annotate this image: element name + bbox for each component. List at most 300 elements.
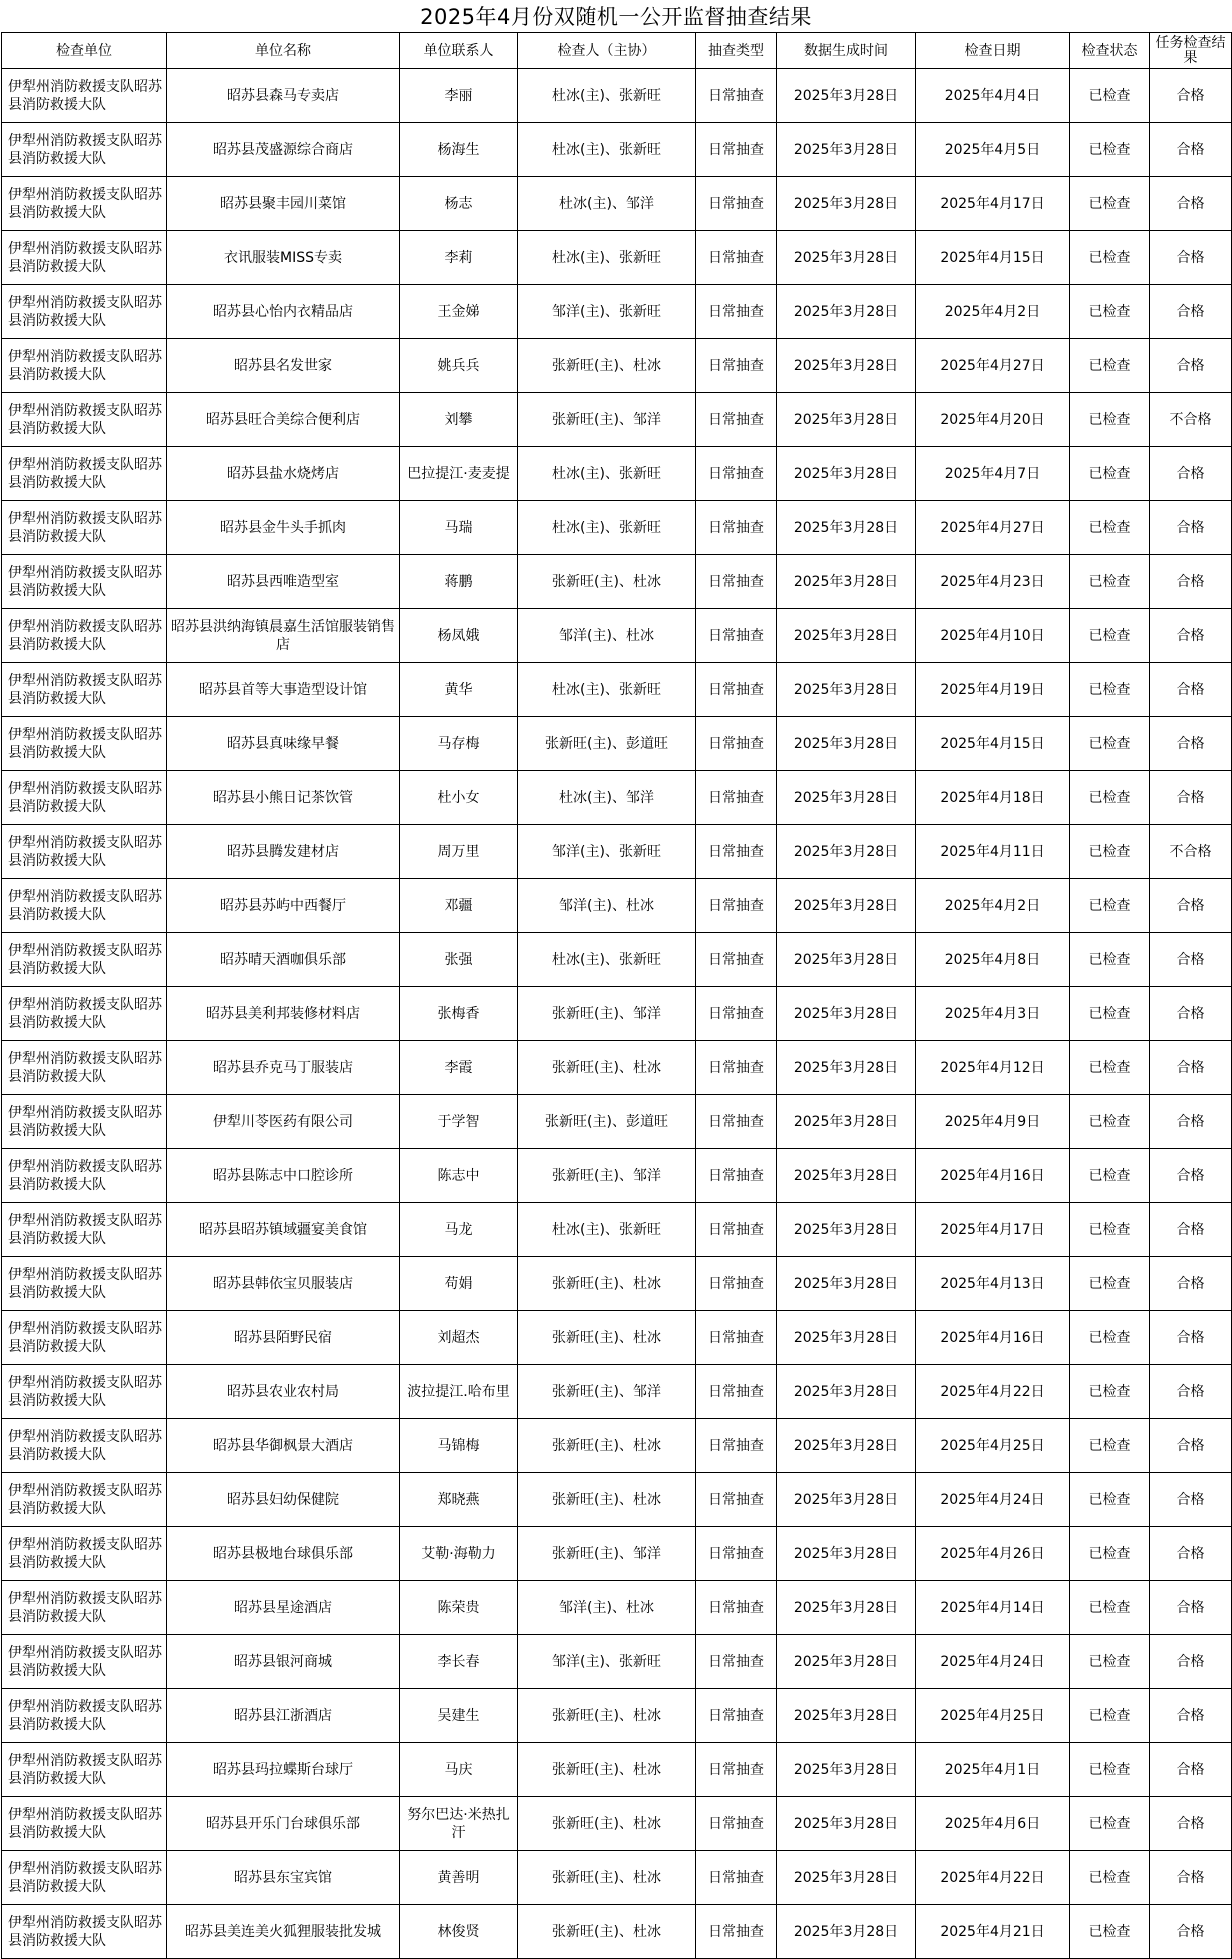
unit-contact-cell: 李霞: [400, 1041, 518, 1095]
inspection-status-cell: 已检查: [1070, 1311, 1150, 1365]
unit-contact-cell: 苟娟: [400, 1257, 518, 1311]
inspection-status-cell: 已检查: [1070, 1689, 1150, 1743]
inspection-type-cell: 日常抽查: [696, 285, 777, 339]
task-result-cell: 合格: [1150, 1635, 1232, 1689]
data-generated-cell: 2025年3月28日: [777, 1365, 916, 1419]
data-generated-cell: 2025年3月28日: [777, 393, 916, 447]
inspection-unit-cell: 伊犁州消防救援支队昭苏县消防救援大队: [2, 609, 167, 663]
inspection-date-cell: 2025年4月6日: [916, 1797, 1070, 1851]
unit-name-cell: 昭苏县美连美火狐狸服装批发城: [167, 1905, 400, 1959]
inspection-unit-cell: 伊犁州消防救援支队昭苏县消防救援大队: [2, 1365, 167, 1419]
inspection-type-cell: 日常抽查: [696, 1149, 777, 1203]
inspector-cell: 张新旺(主)、邹洋: [518, 393, 696, 447]
inspection-date-cell: 2025年4月13日: [916, 1257, 1070, 1311]
task-result-cell: 合格: [1150, 1743, 1232, 1797]
inspection-type-cell: 日常抽查: [696, 123, 777, 177]
inspection-type-cell: 日常抽查: [696, 1581, 777, 1635]
inspection-type-cell: 日常抽查: [696, 609, 777, 663]
data-generated-cell: 2025年3月28日: [777, 1905, 916, 1959]
data-generated-cell: 2025年3月28日: [777, 1041, 916, 1095]
table-row: [2, 879, 1232, 933]
unit-name-cell: 昭苏县金牛头手抓肉: [167, 501, 400, 555]
task-result-cell: 合格: [1150, 771, 1232, 825]
table-row: [2, 1311, 1232, 1365]
task-result-cell: 合格: [1150, 1527, 1232, 1581]
inspection-date-cell: 2025年4月24日: [916, 1635, 1070, 1689]
inspection-date-cell: 2025年4月19日: [916, 663, 1070, 717]
inspection-status-cell: 已检查: [1070, 1851, 1150, 1905]
inspection-date-cell: 2025年4月1日: [916, 1743, 1070, 1797]
unit-contact-cell: 于学智: [400, 1095, 518, 1149]
data-generated-cell: 2025年3月28日: [777, 1095, 916, 1149]
inspection-unit-cell: 伊犁州消防救援支队昭苏县消防救援大队: [2, 1797, 167, 1851]
task-result-cell: 合格: [1150, 177, 1232, 231]
inspection-date-cell: 2025年4月18日: [916, 771, 1070, 825]
unit-name-cell: 昭苏县妇幼保健院: [167, 1473, 400, 1527]
table-row: [2, 609, 1232, 663]
table-row: [2, 69, 1232, 123]
inspection-type-cell: 日常抽查: [696, 717, 777, 771]
task-result-cell: 合格: [1150, 555, 1232, 609]
document-title: 2025年4月份双随机一公开监督抽查结果: [420, 5, 812, 29]
inspection-unit-cell: 伊犁州消防救援支队昭苏县消防救援大队: [2, 1689, 167, 1743]
unit-name-cell: 昭苏县昭苏镇域疆宴美食馆: [167, 1203, 400, 1257]
unit-name-cell: 昭苏县首等大事造型设计馆: [167, 663, 400, 717]
inspection-date-cell: 2025年4月27日: [916, 501, 1070, 555]
inspector-cell: 张新旺(主)、邹洋: [518, 1365, 696, 1419]
inspection-status-cell: 已检查: [1070, 339, 1150, 393]
unit-name-cell: 昭苏县乔克马丁服装店: [167, 1041, 400, 1095]
table-row: [2, 1851, 1232, 1905]
data-generated-cell: 2025年3月28日: [777, 555, 916, 609]
task-result-cell: 合格: [1150, 339, 1232, 393]
unit-name-cell: 昭苏县森马专卖店: [167, 69, 400, 123]
unit-name-cell: 昭苏县星途酒店: [167, 1581, 400, 1635]
data-generated-cell: 2025年3月28日: [777, 1311, 916, 1365]
unit-contact-cell: 刘攀: [400, 393, 518, 447]
inspection-status-cell: 已检查: [1070, 555, 1150, 609]
task-result-cell: 合格: [1150, 447, 1232, 501]
unit-name-cell: 昭苏县农业农村局: [167, 1365, 400, 1419]
data-generated-cell: 2025年3月28日: [777, 609, 916, 663]
inspection-status-cell: 已检查: [1070, 1365, 1150, 1419]
inspector-cell: 杜冰(主)、张新旺: [518, 501, 696, 555]
unit-contact-cell: 张梅香: [400, 987, 518, 1041]
inspection-unit-cell: 伊犁州消防救援支队昭苏县消防救援大队: [2, 1743, 167, 1797]
inspection-date-cell: 2025年4月10日: [916, 609, 1070, 663]
unit-contact-cell: 马瑞: [400, 501, 518, 555]
unit-contact-cell: 刘超杰: [400, 1311, 518, 1365]
inspector-cell: 张新旺(主)、邹洋: [518, 1527, 696, 1581]
unit-name-cell: 衣讯服装MISS专卖: [167, 231, 400, 285]
inspector-cell: 邹洋(主)、杜冰: [518, 1581, 696, 1635]
inspection-status-cell: 已检查: [1070, 1473, 1150, 1527]
inspector-cell: 杜冰(主)、张新旺: [518, 1203, 696, 1257]
inspector-cell: 张新旺(主)、邹洋: [518, 1149, 696, 1203]
inspection-status-cell: 已检查: [1070, 177, 1150, 231]
unit-contact-cell: 马庆: [400, 1743, 518, 1797]
inspection-unit-cell: 伊犁州消防救援支队昭苏县消防救援大队: [2, 1473, 167, 1527]
unit-name-cell: 昭苏县韩依宝贝服装店: [167, 1257, 400, 1311]
data-generated-cell: 2025年3月28日: [777, 879, 916, 933]
inspection-unit-cell: 伊犁州消防救援支队昭苏县消防救援大队: [2, 933, 167, 987]
inspection-status-cell: 已检查: [1070, 285, 1150, 339]
inspection-type-cell: 日常抽查: [696, 1743, 777, 1797]
task-result-cell: 合格: [1150, 285, 1232, 339]
inspection-type-cell: 日常抽查: [696, 1095, 777, 1149]
task-result-cell: 合格: [1150, 1041, 1232, 1095]
table-row: [2, 663, 1232, 717]
task-result-cell: 合格: [1150, 123, 1232, 177]
inspection-date-cell: 2025年4月9日: [916, 1095, 1070, 1149]
unit-contact-cell: 吴建生: [400, 1689, 518, 1743]
inspection-date-cell: 2025年4月16日: [916, 1149, 1070, 1203]
inspection-unit-cell: 伊犁州消防救援支队昭苏县消防救援大队: [2, 771, 167, 825]
unit-name-cell: 昭苏县盐水烧烤店: [167, 447, 400, 501]
inspection-date-cell: 2025年4月22日: [916, 1851, 1070, 1905]
inspector-cell: 张新旺(主)、杜冰: [518, 1797, 696, 1851]
inspector-cell: 张新旺(主)、杜冰: [518, 1743, 696, 1797]
table-row: [2, 1257, 1232, 1311]
unit-name-cell: 昭苏县名发世家: [167, 339, 400, 393]
unit-contact-cell: 黄善明: [400, 1851, 518, 1905]
inspection-type-cell: 日常抽查: [696, 1905, 777, 1959]
data-generated-cell: 2025年3月28日: [777, 1743, 916, 1797]
inspection-type-cell: 日常抽查: [696, 501, 777, 555]
table-row: [2, 1527, 1232, 1581]
inspection-unit-cell: 伊犁州消防救援支队昭苏县消防救援大队: [2, 1041, 167, 1095]
table-row: [2, 1905, 1232, 1959]
unit-contact-cell: 巴拉提江·麦麦提: [400, 447, 518, 501]
unit-contact-cell: 马存梅: [400, 717, 518, 771]
data-generated-cell: 2025年3月28日: [777, 339, 916, 393]
task-result-cell: 不合格: [1150, 393, 1232, 447]
inspection-date-cell: 2025年4月21日: [916, 1905, 1070, 1959]
inspection-date-cell: 2025年4月15日: [916, 717, 1070, 771]
inspector-cell: 杜冰(主)、张新旺: [518, 663, 696, 717]
header-inspection-date: 检查日期: [916, 33, 1070, 69]
unit-contact-cell: 艾勒·海勒力: [400, 1527, 518, 1581]
inspection-status-cell: 已检查: [1070, 771, 1150, 825]
data-generated-cell: 2025年3月28日: [777, 825, 916, 879]
task-result-cell: 合格: [1150, 609, 1232, 663]
unit-contact-cell: 周万里: [400, 825, 518, 879]
task-result-cell: 合格: [1150, 1851, 1232, 1905]
inspector-cell: 张新旺(主)、彭道旺: [518, 1095, 696, 1149]
table-row: [2, 339, 1232, 393]
data-generated-cell: 2025年3月28日: [777, 123, 916, 177]
header-inspection-type: 抽查类型: [696, 33, 777, 69]
inspector-cell: 邹洋(主)、杜冰: [518, 879, 696, 933]
inspection-unit-cell: 伊犁州消防救援支队昭苏县消防救援大队: [2, 231, 167, 285]
task-result-cell: 合格: [1150, 1257, 1232, 1311]
inspection-status-cell: 已检查: [1070, 1797, 1150, 1851]
unit-name-cell: 昭苏县真味缘早餐: [167, 717, 400, 771]
inspection-status-cell: 已检查: [1070, 1203, 1150, 1257]
inspector-cell: 张新旺(主)、杜冰: [518, 555, 696, 609]
task-result-cell: 不合格: [1150, 825, 1232, 879]
inspection-date-cell: 2025年4月22日: [916, 1365, 1070, 1419]
data-generated-cell: 2025年3月28日: [777, 177, 916, 231]
unit-name-cell: 昭苏县心怡内衣精品店: [167, 285, 400, 339]
unit-contact-cell: 张强: [400, 933, 518, 987]
unit-contact-cell: 马锦梅: [400, 1419, 518, 1473]
unit-name-cell: 昭苏县西唯造型室: [167, 555, 400, 609]
header-inspector: 检查人（主协）: [518, 33, 696, 69]
data-generated-cell: 2025年3月28日: [777, 1689, 916, 1743]
inspection-unit-cell: 伊犁州消防救援支队昭苏县消防救援大队: [2, 1527, 167, 1581]
inspection-unit-cell: 伊犁州消防救援支队昭苏县消防救援大队: [2, 717, 167, 771]
table-row: [2, 1095, 1232, 1149]
table-row: [2, 1149, 1232, 1203]
table-row: [2, 501, 1232, 555]
inspection-status-cell: 已检查: [1070, 825, 1150, 879]
inspection-status-cell: 已检查: [1070, 393, 1150, 447]
task-result-cell: 合格: [1150, 69, 1232, 123]
inspection-unit-cell: 伊犁州消防救援支队昭苏县消防救援大队: [2, 987, 167, 1041]
table-row: [2, 1635, 1232, 1689]
data-generated-cell: 2025年3月28日: [777, 1527, 916, 1581]
unit-name-cell: 昭苏县东宝宾馆: [167, 1851, 400, 1905]
header-task-result: 任务检查结果: [1150, 33, 1232, 69]
inspection-type-cell: 日常抽查: [696, 177, 777, 231]
task-result-cell: 合格: [1150, 1905, 1232, 1959]
inspection-date-cell: 2025年4月15日: [916, 231, 1070, 285]
unit-contact-cell: 杜小女: [400, 771, 518, 825]
inspection-status-cell: 已检查: [1070, 1905, 1150, 1959]
inspection-type-cell: 日常抽查: [696, 1527, 777, 1581]
inspection-type-cell: 日常抽查: [696, 1041, 777, 1095]
inspection-status-cell: 已检查: [1070, 1527, 1150, 1581]
unit-contact-cell: 李长春: [400, 1635, 518, 1689]
inspection-status-cell: 已检查: [1070, 231, 1150, 285]
inspection-status-cell: 已检查: [1070, 609, 1150, 663]
data-generated-cell: 2025年3月28日: [777, 1257, 916, 1311]
inspection-unit-cell: 伊犁州消防救援支队昭苏县消防救援大队: [2, 1203, 167, 1257]
task-result-cell: 合格: [1150, 231, 1232, 285]
unit-contact-cell: 王金娣: [400, 285, 518, 339]
unit-contact-cell: 波拉提江.哈布里: [400, 1365, 518, 1419]
unit-contact-cell: 陈志中: [400, 1149, 518, 1203]
data-generated-cell: 2025年3月28日: [777, 285, 916, 339]
inspection-date-cell: 2025年4月8日: [916, 933, 1070, 987]
inspection-status-cell: 已检查: [1070, 717, 1150, 771]
unit-name-cell: 昭苏县旺合美综合便利店: [167, 393, 400, 447]
header-inspection-status: 检查状态: [1070, 33, 1150, 69]
inspection-unit-cell: 伊犁州消防救援支队昭苏县消防救援大队: [2, 1149, 167, 1203]
task-result-cell: 合格: [1150, 1419, 1232, 1473]
inspection-type-cell: 日常抽查: [696, 771, 777, 825]
inspection-unit-cell: 伊犁州消防救援支队昭苏县消防救援大队: [2, 1419, 167, 1473]
inspection-status-cell: 已检查: [1070, 1635, 1150, 1689]
inspection-date-cell: 2025年4月25日: [916, 1689, 1070, 1743]
inspection-date-cell: 2025年4月2日: [916, 285, 1070, 339]
inspection-type-cell: 日常抽查: [696, 555, 777, 609]
inspection-status-cell: 已检查: [1070, 987, 1150, 1041]
data-generated-cell: 2025年3月28日: [777, 1203, 916, 1257]
unit-contact-cell: 陈荣贵: [400, 1581, 518, 1635]
data-generated-cell: 2025年3月28日: [777, 987, 916, 1041]
unit-name-cell: 昭苏县美利邦装修材料店: [167, 987, 400, 1041]
inspection-unit-cell: 伊犁州消防救援支队昭苏县消防救援大队: [2, 1311, 167, 1365]
table-row: [2, 825, 1232, 879]
inspection-type-cell: 日常抽查: [696, 825, 777, 879]
inspector-cell: 张新旺(主)、邹洋: [518, 987, 696, 1041]
unit-name-cell: 昭苏县茂盛源综合商店: [167, 123, 400, 177]
inspection-unit-cell: 伊犁州消防救援支队昭苏县消防救援大队: [2, 69, 167, 123]
table-row: [2, 177, 1232, 231]
inspector-cell: 邹洋(主)、杜冰: [518, 609, 696, 663]
table-row: [2, 717, 1232, 771]
table-row: [2, 447, 1232, 501]
inspection-unit-cell: 伊犁州消防救援支队昭苏县消防救援大队: [2, 1581, 167, 1635]
inspection-unit-cell: 伊犁州消防救援支队昭苏县消防救援大队: [2, 447, 167, 501]
inspection-status-cell: 已检查: [1070, 123, 1150, 177]
inspection-date-cell: 2025年4月2日: [916, 879, 1070, 933]
inspection-unit-cell: 伊犁州消防救援支队昭苏县消防救援大队: [2, 1095, 167, 1149]
unit-contact-cell: 林俊贤: [400, 1905, 518, 1959]
unit-contact-cell: 李莉: [400, 231, 518, 285]
table-row: [2, 1365, 1232, 1419]
unit-contact-cell: 杨志: [400, 177, 518, 231]
inspection-unit-cell: 伊犁州消防救援支队昭苏县消防救援大队: [2, 285, 167, 339]
inspection-date-cell: 2025年4月20日: [916, 393, 1070, 447]
task-result-cell: 合格: [1150, 1581, 1232, 1635]
data-generated-cell: 2025年3月28日: [777, 1473, 916, 1527]
unit-name-cell: 昭苏县腾发建材店: [167, 825, 400, 879]
inspection-type-cell: 日常抽查: [696, 69, 777, 123]
inspection-status-cell: 已检查: [1070, 1257, 1150, 1311]
header-data-generated: 数据生成时间: [777, 33, 916, 69]
inspection-unit-cell: 伊犁州消防救援支队昭苏县消防救援大队: [2, 123, 167, 177]
inspection-status-cell: 已检查: [1070, 1419, 1150, 1473]
inspection-unit-cell: 伊犁州消防救援支队昭苏县消防救援大队: [2, 879, 167, 933]
task-result-cell: 合格: [1150, 717, 1232, 771]
task-result-cell: 合格: [1150, 1095, 1232, 1149]
inspection-type-cell: 日常抽查: [696, 1851, 777, 1905]
inspection-status-cell: 已检查: [1070, 69, 1150, 123]
inspection-type-cell: 日常抽查: [696, 1797, 777, 1851]
task-result-cell: 合格: [1150, 1149, 1232, 1203]
unit-name-cell: 昭苏县聚丰园川菜馆: [167, 177, 400, 231]
data-generated-cell: 2025年3月28日: [777, 1851, 916, 1905]
inspection-date-cell: 2025年4月3日: [916, 987, 1070, 1041]
inspection-type-cell: 日常抽查: [696, 231, 777, 285]
inspection-unit-cell: 伊犁州消防救援支队昭苏县消防救援大队: [2, 1851, 167, 1905]
data-generated-cell: 2025年3月28日: [777, 771, 916, 825]
inspection-type-cell: 日常抽查: [696, 1473, 777, 1527]
inspection-type-cell: 日常抽查: [696, 987, 777, 1041]
inspection-status-cell: 已检查: [1070, 501, 1150, 555]
data-generated-cell: 2025年3月28日: [777, 447, 916, 501]
data-generated-cell: 2025年3月28日: [777, 231, 916, 285]
unit-contact-cell: 郑晓燕: [400, 1473, 518, 1527]
inspector-cell: 杜冰(主)、张新旺: [518, 69, 696, 123]
task-result-cell: 合格: [1150, 1689, 1232, 1743]
inspector-cell: 邹洋(主)、张新旺: [518, 825, 696, 879]
unit-contact-cell: 杨凤娥: [400, 609, 518, 663]
inspection-status-cell: 已检查: [1070, 1743, 1150, 1797]
inspection-status-cell: 已检查: [1070, 1041, 1150, 1095]
inspection-type-cell: 日常抽查: [696, 1311, 777, 1365]
data-generated-cell: 2025年3月28日: [777, 1797, 916, 1851]
inspector-cell: 张新旺(主)、杜冰: [518, 1257, 696, 1311]
inspection-status-cell: 已检查: [1070, 933, 1150, 987]
inspector-cell: 张新旺(主)、杜冰: [518, 339, 696, 393]
inspection-date-cell: 2025年4月12日: [916, 1041, 1070, 1095]
inspection-date-cell: 2025年4月17日: [916, 1203, 1070, 1257]
unit-name-cell: 昭苏县洪纳海镇晨嘉生活馆服装销售店: [167, 609, 400, 663]
unit-contact-cell: 李丽: [400, 69, 518, 123]
inspector-cell: 杜冰(主)、张新旺: [518, 123, 696, 177]
inspection-date-cell: 2025年4月24日: [916, 1473, 1070, 1527]
inspector-cell: 杜冰(主)、张新旺: [518, 231, 696, 285]
inspector-cell: 邹洋(主)、张新旺: [518, 285, 696, 339]
inspection-date-cell: 2025年4月7日: [916, 447, 1070, 501]
task-result-cell: 合格: [1150, 879, 1232, 933]
task-result-cell: 合格: [1150, 501, 1232, 555]
unit-name-cell: 昭苏县陌野民宿: [167, 1311, 400, 1365]
inspection-results-table: [1, 32, 1232, 1959]
task-result-cell: 合格: [1150, 933, 1232, 987]
table-row: [2, 1203, 1232, 1257]
inspection-type-cell: 日常抽查: [696, 1203, 777, 1257]
inspection-status-cell: 已检查: [1070, 1581, 1150, 1635]
data-generated-cell: 2025年3月28日: [777, 1149, 916, 1203]
inspection-unit-cell: 伊犁州消防救援支队昭苏县消防救援大队: [2, 1635, 167, 1689]
data-generated-cell: 2025年3月28日: [777, 1419, 916, 1473]
inspection-date-cell: 2025年4月16日: [916, 1311, 1070, 1365]
inspection-date-cell: 2025年4月27日: [916, 339, 1070, 393]
inspector-cell: 杜冰(主)、张新旺: [518, 933, 696, 987]
table-row: [2, 393, 1232, 447]
inspection-type-cell: 日常抽查: [696, 879, 777, 933]
data-generated-cell: 2025年3月28日: [777, 1635, 916, 1689]
inspection-unit-cell: 伊犁州消防救援支队昭苏县消防救援大队: [2, 1257, 167, 1311]
inspection-date-cell: 2025年4月26日: [916, 1527, 1070, 1581]
task-result-cell: 合格: [1150, 1365, 1232, 1419]
unit-name-cell: 昭苏县小熊日记茶饮管: [167, 771, 400, 825]
table-row: [2, 231, 1232, 285]
inspection-type-cell: 日常抽查: [696, 447, 777, 501]
task-result-cell: 合格: [1150, 1311, 1232, 1365]
task-result-cell: 合格: [1150, 663, 1232, 717]
inspection-unit-cell: 伊犁州消防救援支队昭苏县消防救援大队: [2, 339, 167, 393]
inspection-type-cell: 日常抽查: [696, 339, 777, 393]
inspection-date-cell: 2025年4月23日: [916, 555, 1070, 609]
header-unit-contact: 单位联系人: [400, 33, 518, 69]
unit-name-cell: 昭苏县银河商城: [167, 1635, 400, 1689]
inspector-cell: 张新旺(主)、彭道旺: [518, 717, 696, 771]
table-row: [2, 987, 1232, 1041]
inspector-cell: 张新旺(主)、杜冰: [518, 1419, 696, 1473]
inspector-cell: 杜冰(主)、邹洋: [518, 771, 696, 825]
inspection-date-cell: 2025年4月5日: [916, 123, 1070, 177]
inspection-status-cell: 已检查: [1070, 663, 1150, 717]
inspection-unit-cell: 伊犁州消防救援支队昭苏县消防救援大队: [2, 825, 167, 879]
inspection-status-cell: 已检查: [1070, 879, 1150, 933]
inspection-type-cell: 日常抽查: [696, 1635, 777, 1689]
table-row: [2, 1041, 1232, 1095]
inspector-cell: 张新旺(主)、杜冰: [518, 1851, 696, 1905]
unit-name-cell: 昭苏县开乐门台球俱乐部: [167, 1797, 400, 1851]
inspection-type-cell: 日常抽查: [696, 1419, 777, 1473]
inspection-type-cell: 日常抽查: [696, 1257, 777, 1311]
table-row: [2, 1419, 1232, 1473]
table-row: [2, 555, 1232, 609]
unit-contact-cell: 邓疆: [400, 879, 518, 933]
unit-name-cell: 昭苏晴天酒咖俱乐部: [167, 933, 400, 987]
